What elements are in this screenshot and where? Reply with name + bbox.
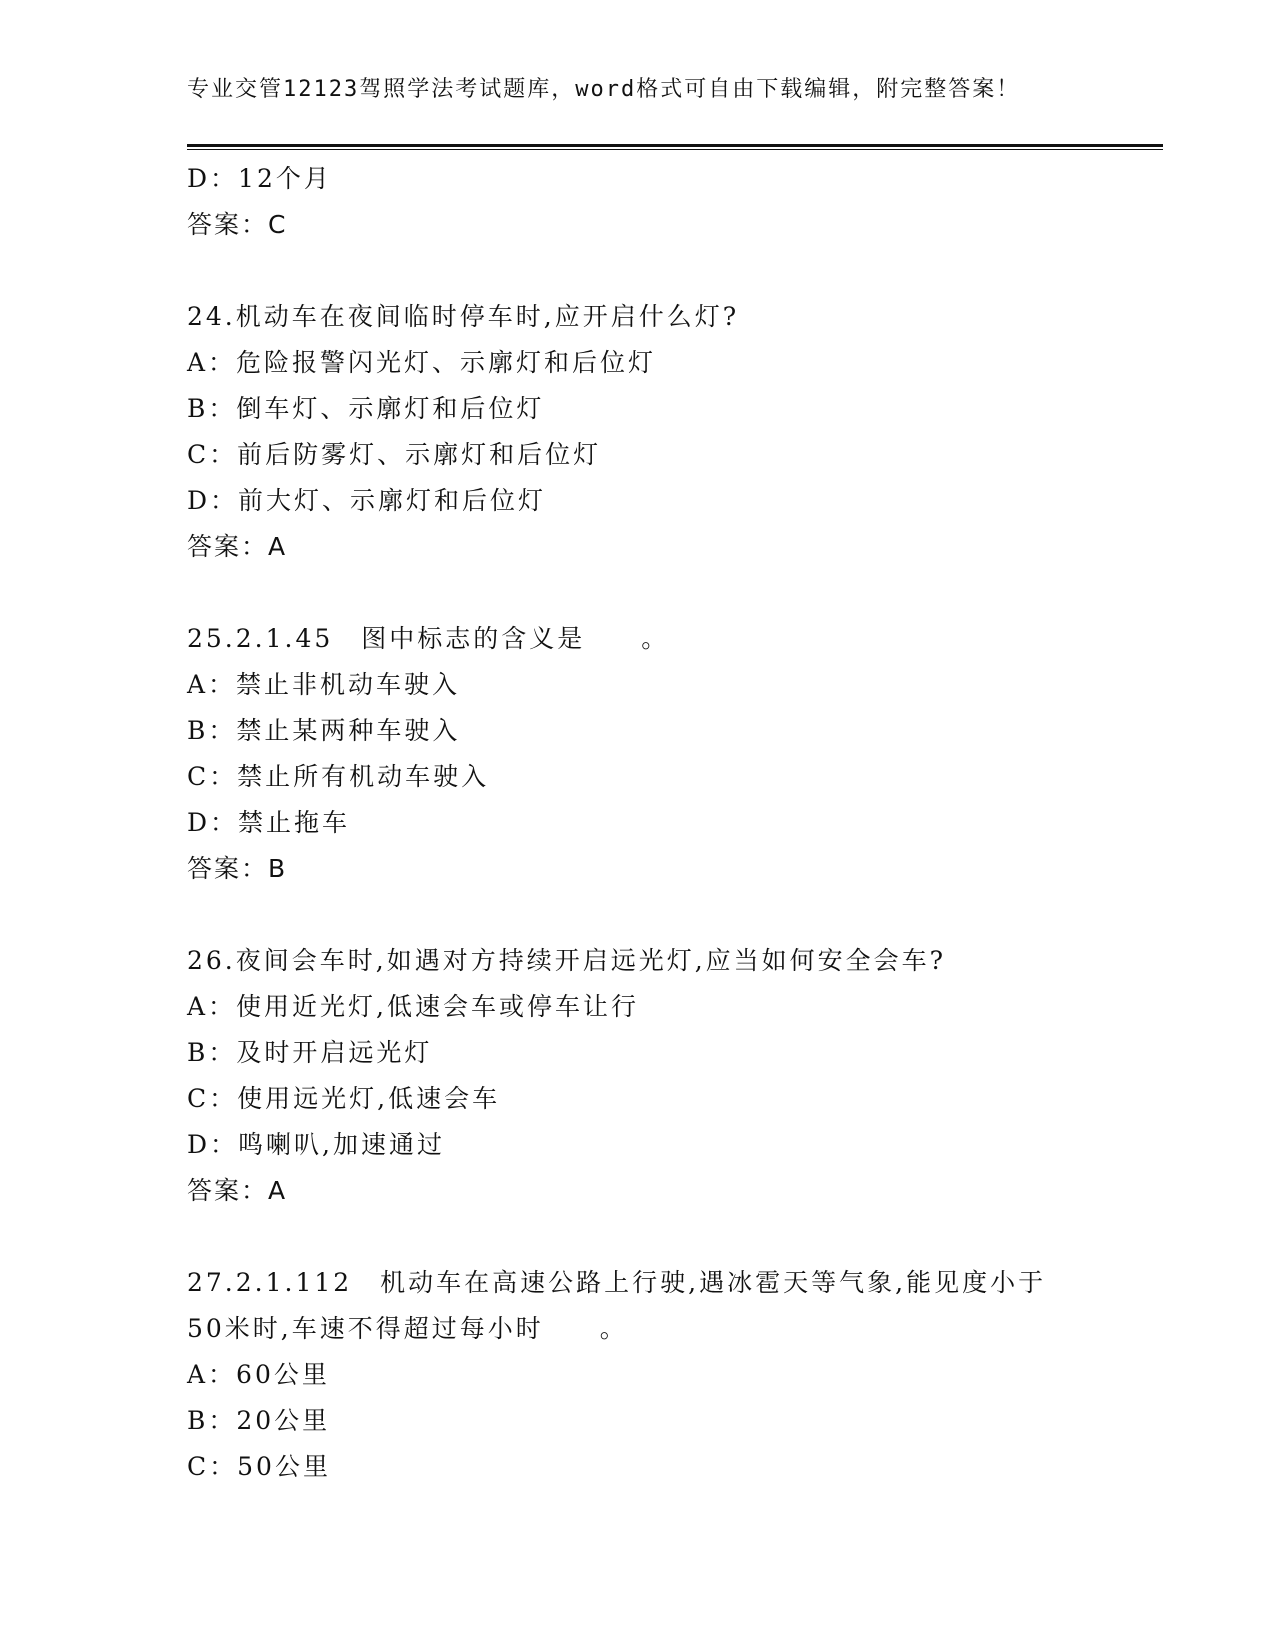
option-d: D：12个月 [187, 164, 332, 193]
option-b: B：及时开启远光灯 [187, 1038, 433, 1067]
option-d: D：鸣喇叭,加速通过 [187, 1130, 445, 1159]
header-rule-thick [187, 144, 1163, 147]
option-c: C：使用远光灯,低速会车 [187, 1084, 501, 1113]
question-block-27 [187, 1260, 1117, 1490]
option-b: B：20公里 [187, 1406, 331, 1435]
question-block-24 [187, 294, 1117, 570]
answer: 答案：A [187, 1176, 288, 1205]
question-block-26 [187, 938, 1117, 1214]
option-c: C：前后防雾灯、示廓灯和后位灯 [187, 440, 602, 469]
option-a: A：使用近光灯,低速会车或停车让行 [187, 992, 640, 1021]
option-c: C：禁止所有机动车驶入 [187, 762, 490, 791]
question-block-25 [187, 616, 1117, 892]
header-rule-thin [187, 149, 1163, 150]
answer: 答案：C [187, 210, 288, 239]
question-text-line-2: 50米时,车速不得超过每小时 。 [187, 1314, 628, 1343]
option-a: A：60公里 [187, 1360, 330, 1389]
answer: 答案：A [187, 532, 288, 561]
option-d: D：禁止拖车 [187, 808, 351, 837]
option-d: D：前大灯、示廓灯和后位灯 [187, 486, 547, 515]
option-a: A：危险报警闪光灯、示廓灯和后位灯 [187, 348, 657, 377]
page-header: 专业交管12123驾照学法考试题库，word格式可自由下载编辑，附完整答案！ [187, 77, 1021, 102]
question-content [187, 156, 1117, 1490]
option-b: B：禁止某两种车驶入 [187, 716, 461, 745]
question-text-line-1: 27.2.1.112 机动车在高速公路上行驶,遇冰雹天等气象,能见度小于 [187, 1268, 1047, 1297]
option-c: C：50公里 [187, 1452, 331, 1481]
question-text: 25.2.1.45 图中标志的含义是 。 [187, 624, 670, 653]
option-a: A：禁止非机动车驶入 [187, 670, 461, 699]
question-text: 26.夜间会车时,如遇对方持续开启远光灯,应当如何安全会车? [187, 946, 947, 975]
option-b: B：倒车灯、示廓灯和后位灯 [187, 394, 545, 423]
question-text: 24.机动车在夜间临时停车时,应开启什么灯? [187, 302, 740, 331]
answer: 答案：B [187, 854, 288, 883]
